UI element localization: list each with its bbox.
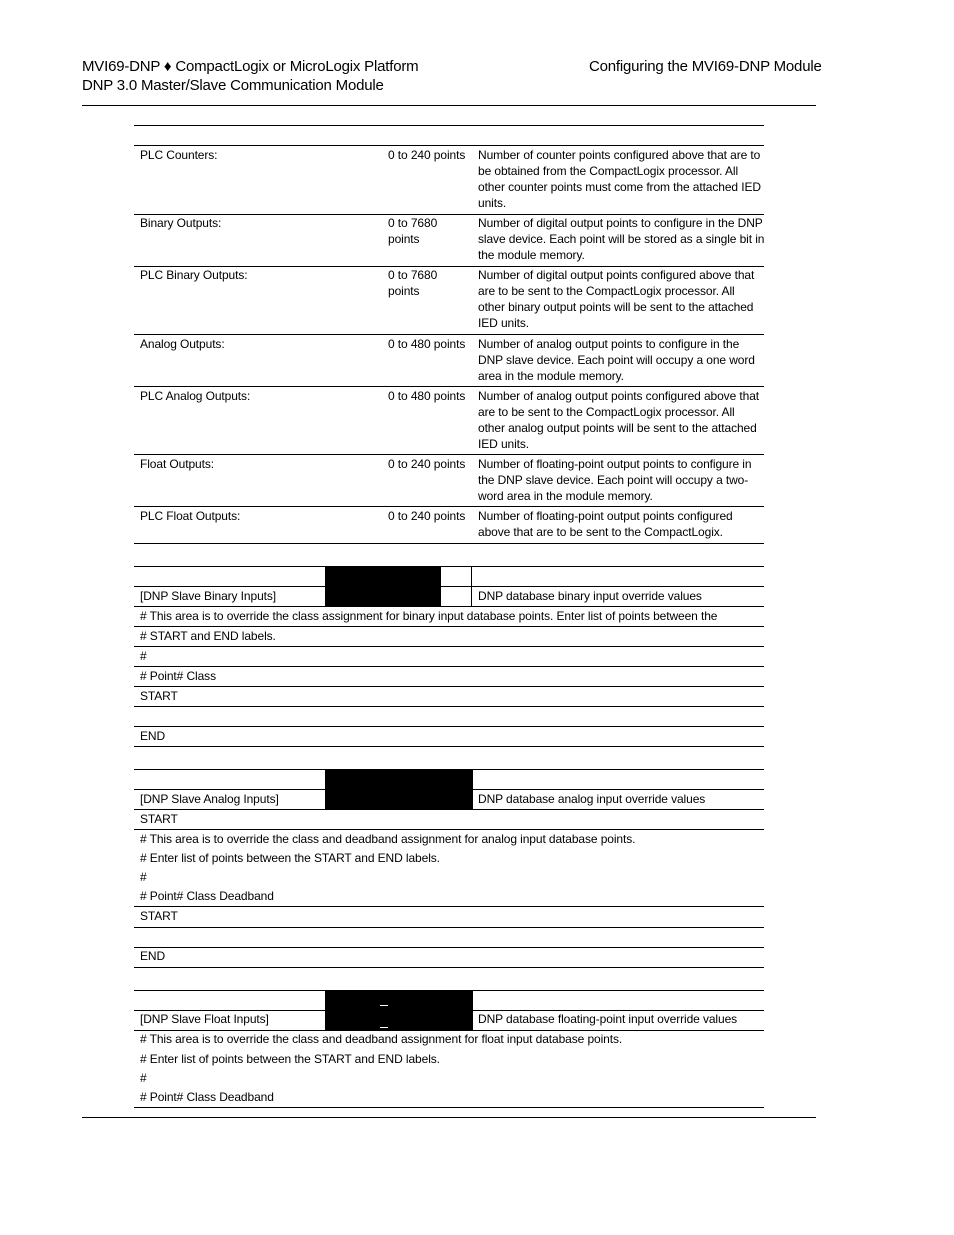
analog-heading-row-rule <box>134 809 764 810</box>
binary-row-rule <box>134 606 764 607</box>
param-row-rule <box>134 334 764 335</box>
param-name: PLC Counters: <box>140 148 218 162</box>
float-comment-line: # <box>140 1071 147 1085</box>
float-comment-line: # This area is to override the class and deadband assignment for float input database points. <box>140 1032 623 1046</box>
header-product-line2: DNP 3.0 Master/Slave Communication Module <box>82 77 384 94</box>
binary-line: START <box>140 689 178 703</box>
float-section-heading: [DNP Slave Float Inputs] <box>140 1012 269 1026</box>
analog-comment-line: # This area is to override the class and deadband assignment for analog input database points. <box>140 832 636 846</box>
param-description-line: Number of floating-point output points to configure in <box>478 457 752 471</box>
param-range: 0 to 7680 points <box>388 268 438 298</box>
binary-line: END <box>140 729 166 743</box>
footer-rule <box>82 1117 816 1118</box>
param-range: 0 to 240 points <box>388 509 466 523</box>
analog-comment-line: # Enter list of points between the START and END labels. <box>140 851 440 865</box>
binary-row-rule <box>134 626 764 627</box>
header-rule <box>82 105 816 106</box>
binary-row-rule <box>134 666 764 667</box>
table-top-rule <box>134 125 764 126</box>
binary-line: # Point# Class <box>140 669 216 683</box>
param-row-rule <box>134 543 764 544</box>
param-description-line: above that are to be sent to the CompactLogix. <box>478 525 723 539</box>
param-name: Float Outputs: <box>140 457 214 471</box>
analog-comment-line: # Point# Class Deadband <box>140 889 274 903</box>
param-description-line: are to be sent to the CompactLogix processor. All <box>478 284 735 298</box>
analog-section-description: DNP database analog input override values <box>478 792 706 806</box>
header-section-title: Configuring the MVI69-DNP Module <box>589 58 822 75</box>
binary-line: # START and END labels. <box>140 629 276 643</box>
float-bottom-rule <box>134 1107 764 1108</box>
param-description-line: units. <box>478 196 507 210</box>
param-description-line: IED units. <box>478 316 530 330</box>
analog-start2-row-rule <box>134 927 764 928</box>
binary-line: # <box>140 649 147 663</box>
header-product-line1: MVI69-DNP ♦ CompactLogix or MicroLogix Platform <box>82 58 419 75</box>
binary-section-description: DNP database binary input override values <box>478 589 702 603</box>
param-name: Analog Outputs: <box>140 337 225 351</box>
param-row-rule <box>134 386 764 387</box>
param-name: Binary Outputs: <box>140 216 222 230</box>
param-description-line: Number of digital output points configured above that <box>478 268 755 282</box>
param-description-line: slave device. Each point will be stored as a single bit in <box>478 232 765 246</box>
param-name: PLC Analog Outputs: <box>140 389 251 403</box>
analog-header-rule <box>134 789 764 790</box>
binary-section-top-rule <box>134 566 764 567</box>
param-description-line: Number of analog output points to configure in the <box>478 337 740 351</box>
param-description-line: the module memory. <box>478 248 585 262</box>
analog-section-heading: [DNP Slave Analog Inputs] <box>140 792 279 806</box>
param-name: PLC Binary Outputs: <box>140 268 248 282</box>
param-description-line: other analog output points will be sent to the attached <box>478 421 757 435</box>
param-range: 0 to 480 points <box>388 337 466 351</box>
float-header-dash-mark <box>380 1005 388 1006</box>
binary-row-rule <box>134 746 764 747</box>
param-range: 0 to 240 points <box>388 148 466 162</box>
analog-end-label: END <box>140 949 166 963</box>
binary-line: # This area is to override the class assignment for binary input database points. Enter list of points between the <box>140 609 718 623</box>
param-description-line: are to be sent to the CompactLogix processor. All <box>478 405 735 419</box>
binary-row-rule <box>134 726 764 727</box>
param-description-line: other binary output points will be sent to the attached <box>478 300 754 314</box>
float-header-dash-mark <box>380 1027 388 1028</box>
analog-comment-line: # <box>140 870 147 884</box>
binary-row-rule <box>134 646 764 647</box>
param-range: 0 to 7680 points <box>388 216 438 246</box>
param-description-line: area in the module memory. <box>478 369 624 383</box>
param-name: PLC Float Outputs: <box>140 509 241 523</box>
param-description-line: Number of analog output points configured above that <box>478 389 759 403</box>
param-description-line: word area in the module memory. <box>478 489 653 503</box>
binary-header-rule <box>134 586 764 587</box>
param-range: 0 to 480 points <box>388 389 466 403</box>
analog-blank-row-rule <box>134 947 764 948</box>
param-description-line: be obtained from the CompactLogix processor. All <box>478 164 739 178</box>
analog-start-label-2: START <box>140 909 178 923</box>
analog-end-row-rule <box>134 967 764 968</box>
param-description-line: IED units. <box>478 437 530 451</box>
binary-row-rule <box>134 686 764 687</box>
param-description-line: other counter points must come from the attached IED <box>478 180 761 194</box>
analog-start-label: START <box>140 812 178 826</box>
param-description-line: Number of floating-point output points configured <box>478 509 733 523</box>
float-section-description: DNP database floating-point input override values <box>478 1012 738 1026</box>
param-description-line: Number of digital output points to configure in the DNP <box>478 216 763 230</box>
analog-start-row-rule <box>134 829 764 830</box>
analog-comment-rule <box>134 906 764 907</box>
param-description-line: DNP slave device. Each point will occupy a one word <box>478 353 755 367</box>
table-header-rule <box>134 145 764 146</box>
float-comment-line: # Enter list of points between the START and END labels. <box>140 1052 440 1066</box>
binary-column-divider <box>471 566 472 606</box>
param-description-line: Number of counter points configured above that are to <box>478 148 761 162</box>
param-description-line: the DNP slave device. Each point will occupy a two- <box>478 473 749 487</box>
param-range: 0 to 240 points <box>388 457 466 471</box>
binary-section-heading: [DNP Slave Binary Inputs] <box>140 589 277 603</box>
binary-row-rule <box>134 706 764 707</box>
param-row-rule <box>134 454 764 455</box>
float-comment-line: # Point# Class Deadband <box>140 1090 274 1104</box>
param-row-rule <box>134 506 764 507</box>
